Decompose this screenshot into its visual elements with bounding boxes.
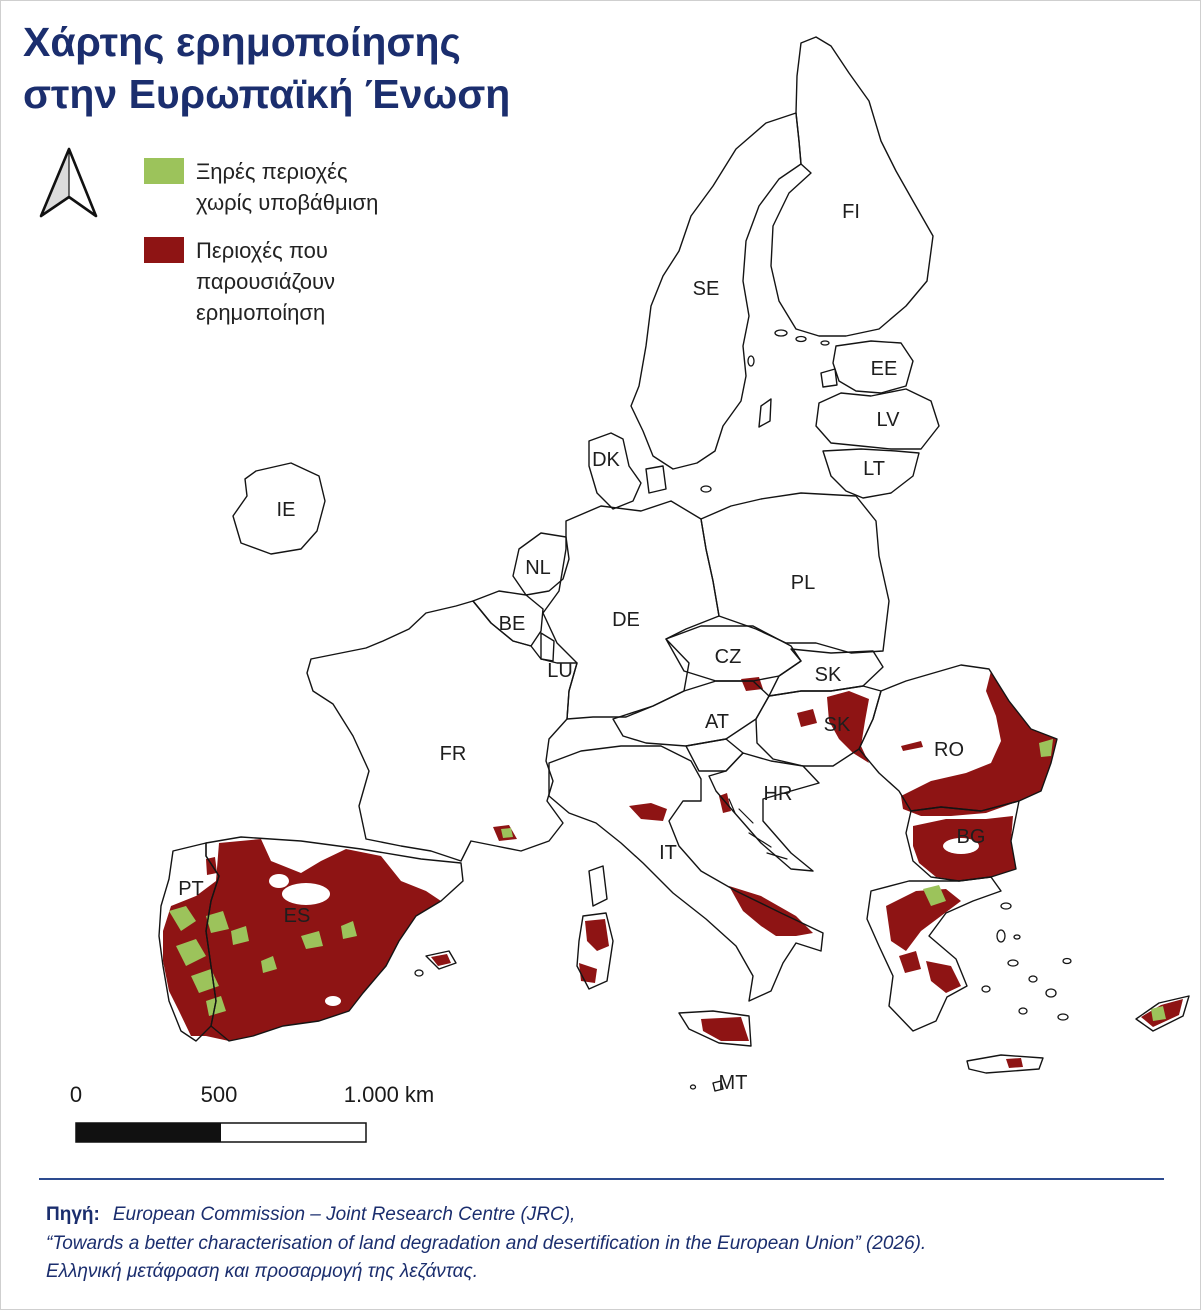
country-label-fr: FR — [439, 743, 467, 765]
island — [775, 330, 787, 336]
country-label-ee: EE — [870, 358, 898, 380]
source-label: Πηγή: — [46, 1204, 100, 1225]
legend-desert-line-2: παρουσιάζουν — [196, 269, 336, 294]
unaffected-area — [978, 722, 994, 750]
country-label-pl: PL — [790, 572, 816, 594]
island — [821, 341, 829, 345]
country-label-lt: LT — [863, 458, 885, 480]
island — [701, 486, 711, 492]
legend-swatch-desertification — [144, 237, 184, 263]
island — [1014, 935, 1020, 939]
country-label-mt: MT — [718, 1072, 748, 1094]
country-label-sk-second: SK — [823, 714, 851, 736]
country-label-se: SE — [692, 278, 720, 300]
scale-bar — [70, 1082, 434, 1142]
country-label-sk: SK — [814, 664, 842, 686]
island — [982, 986, 990, 992]
scale-bar-black-segment — [76, 1123, 221, 1142]
island — [415, 970, 423, 976]
europe-map — [1, 1, 1201, 1310]
country-label-be: BE — [498, 613, 526, 635]
desertification-area-crete — [1006, 1058, 1023, 1068]
island — [1029, 976, 1037, 982]
source-line-1 — [46, 1201, 926, 1230]
source-note — [46, 1201, 926, 1287]
scale-label-1000: 1.000 km — [343, 1082, 435, 1107]
country-label-at: AT — [704, 711, 730, 733]
north-arrow-icon — [41, 149, 96, 216]
country-label-ro: RO — [934, 739, 964, 761]
island — [1008, 960, 1018, 966]
scale-label-500: 500 — [200, 1082, 238, 1107]
island — [796, 337, 806, 342]
legend-arid-line-2: χωρίς υποβάθμιση — [196, 190, 379, 215]
country-label-hr: HR — [763, 783, 793, 805]
unaffected-area — [282, 883, 330, 905]
source-organization: European Commission – Joint Research Centre (JRC), — [112, 1204, 576, 1225]
scale-bar-white-segment — [221, 1123, 366, 1142]
source-translation-note: Ελληνική μετάφραση και προσαρμογή της λεζάντας. — [46, 1261, 478, 1283]
legend-desert-line-3: ερημοποίηση — [196, 300, 326, 325]
title-line-1: Χάρτης ερημοποίησης — [23, 19, 461, 65]
country-label-es: ES — [283, 905, 311, 927]
island — [1019, 1008, 1027, 1014]
island — [748, 356, 754, 366]
island — [1058, 1014, 1068, 1020]
country-label-ie: IE — [276, 499, 296, 521]
country-label-it: IT — [659, 842, 677, 864]
island — [1063, 959, 1071, 964]
unaffected-area — [269, 874, 289, 888]
island — [1046, 989, 1056, 997]
country-label-fi: FI — [842, 201, 860, 223]
country-label-pt: PT — [178, 878, 204, 900]
legend-swatch-arid — [144, 158, 184, 184]
country-label-lv: LV — [876, 409, 900, 431]
legend-label-desertification — [196, 235, 335, 328]
country-label-lu: LU — [547, 660, 573, 682]
country-label-nl: NL — [525, 557, 551, 579]
island — [691, 1085, 696, 1089]
legend-arid-line-1: Ξηρές περιοχές — [196, 159, 348, 184]
legend-label-arid — [196, 156, 378, 218]
unaffected-area — [325, 996, 341, 1006]
island — [1001, 903, 1011, 909]
country-label-dk: DK — [592, 449, 620, 471]
source-report-title: “Towards a better characterisation of land degradation and desertification in the European Union” (2026). — [46, 1232, 927, 1254]
country-fr — [307, 601, 577, 861]
legend-desert-line-1: Περιοχές που — [196, 238, 328, 263]
country-label-bg: BG — [956, 826, 986, 848]
island — [997, 930, 1005, 942]
page-title — [23, 16, 510, 120]
country-label-cz: CZ — [714, 646, 742, 668]
country-label-de: DE — [612, 609, 640, 631]
arid-area — [501, 828, 513, 838]
title-line-2: στην Ευρωπαϊκή Ένωση — [23, 71, 511, 117]
scale-label-0: 0 — [69, 1082, 83, 1107]
